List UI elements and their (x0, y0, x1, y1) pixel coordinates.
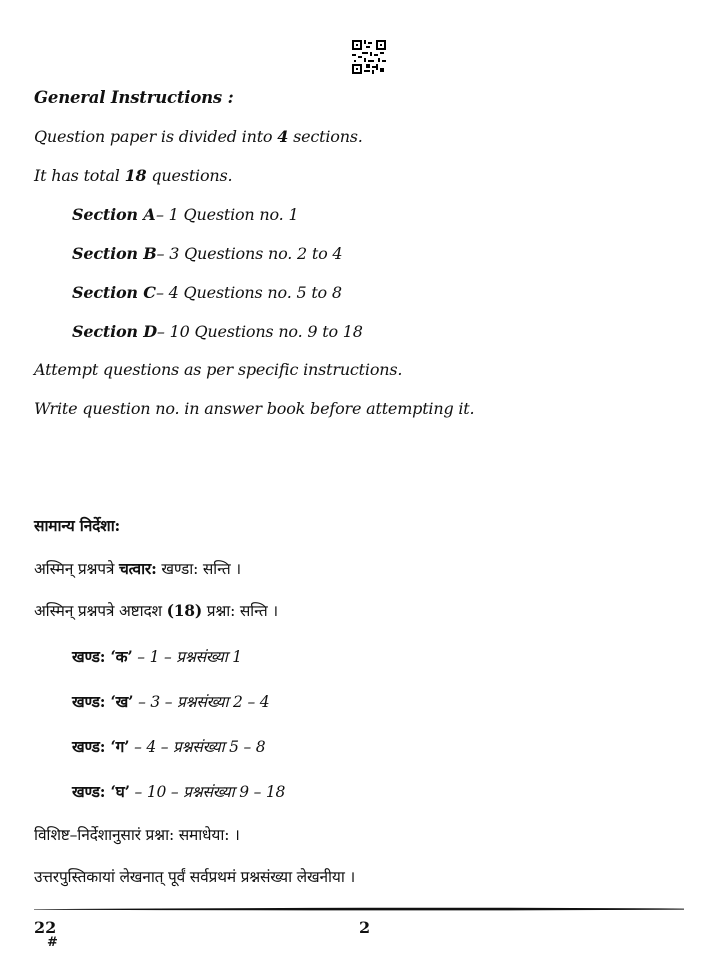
section-row: Section A– 1 Question no. 1 (72, 205, 299, 224)
hash-mark: # (47, 935, 58, 950)
section-row: Section D– 10 Questions no. 9 to 18 (72, 322, 363, 341)
page-number: 2 (359, 918, 371, 937)
sanskrit-write-number: उत्तरपुस्तिकायां लेखनात् पूर्वं सर्वप्रथमं प्रश्नसंख्या लेखनीया । (34, 868, 356, 886)
instruction-attempt: Attempt questions as per specific instructions. (34, 360, 403, 379)
section-row: Section B– 3 Questions no. 2 to 4 (72, 244, 343, 263)
instruction-sections-count: Question paper is divided into 4 sections. (34, 127, 363, 146)
sanskrit-heading: सामान्य निर्देशा: (34, 516, 121, 535)
section-row: Section C– 4 Questions no. 5 to 8 (72, 283, 342, 302)
sanskrit-section-row: खण्ड: ‘क’ – 1 – प्रश्नसंख्या 1 (72, 647, 242, 666)
qr-code-icon (352, 40, 386, 74)
footer-rule (34, 907, 684, 911)
instructions-heading: General Instructions : (34, 88, 234, 107)
sanskrit-section-row: खण्ड: ‘घ’ – 10 – प्रश्नसंख्या 9 – 18 (72, 782, 286, 801)
sanskrit-questions-count: अस्मिन् प्रश्नपत्रे अष्टादश (18) प्रश्ना: सन्ति । (34, 601, 278, 620)
paper-code: 22 (34, 918, 57, 937)
instruction-questions-count: It has total 18 questions. (34, 166, 233, 185)
instruction-write-number: Write question no. in answer book before attempting it. (34, 399, 475, 418)
sanskrit-section-row: खण्ड: ‘ग’ – 4 – प्रश्नसंख्या 5 – 8 (72, 737, 266, 756)
sanskrit-specific-instructions: विशिष्ट–निर्देशानुसारं प्रश्ना: समाधेया: । (34, 826, 240, 844)
sanskrit-sections-count: अस्मिन् प्रश्नपत्रे चत्वार: खण्डा: सन्ति । (34, 559, 241, 578)
sanskrit-section-row: खण्ड: ‘ख’ – 3 – प्रश्नसंख्या 2 – 4 (72, 692, 270, 711)
